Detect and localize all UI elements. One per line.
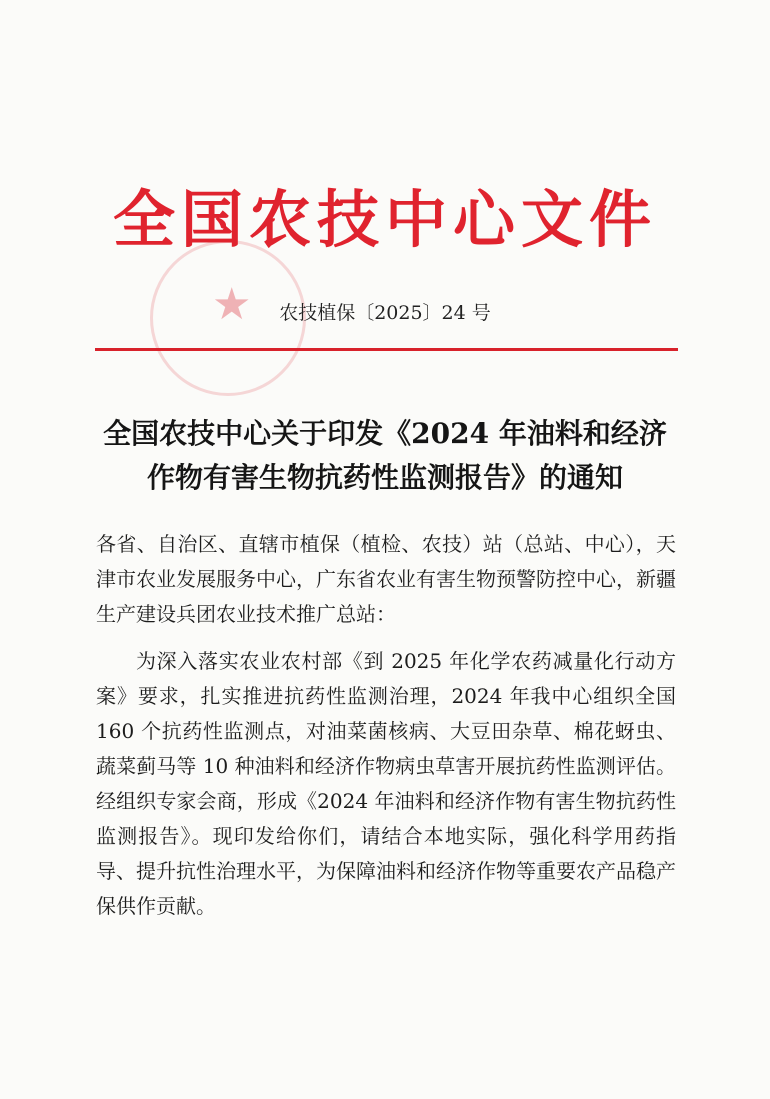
addressee: 各省、自治区、直辖市植保（植检、农技）站（总站、中心），天津市农业发展服务中心，广东省农业有害生物预警防控中心，新疆生产建设兵团农业技术推广总站： xyxy=(96,532,676,626)
body-paragraph: 为深入落实农业农村部《到 2025 年化学农药减量化行动方案》要求，扎实推进抗药性监测治理，2024 年我中心组织全国 160 个抗药性监测点，对油菜菌核病、大豆田杂草、棉花蚜虫、蔬菜蓟马等 10 种油料和经济作物病虫草害开展抗药性监测评估。经组织专家会商，形成《2024 年油料和经济作物有害生物抗药性监测报告》。现印发给你们，请结合本地实际，强化科学用药指导、提升抗性治理水平，为保障油料和经济作物等重要农产品稳产保供作贡献。 xyxy=(96,649,676,918)
document-header-title: 全国农技中心文件 xyxy=(112,183,657,256)
notice-title xyxy=(60,412,710,500)
notice-title-line-1: 全国农技中心关于印发《2024 年油料和经济 xyxy=(103,417,667,450)
document-number: 农技植保〔2025〕24 号 xyxy=(279,302,491,324)
star-icon: ★ xyxy=(212,279,252,330)
document-body xyxy=(96,527,676,924)
red-divider xyxy=(95,348,678,351)
notice-title-line-2: 作物有害生物抗药性监测报告》的通知 xyxy=(146,461,623,494)
